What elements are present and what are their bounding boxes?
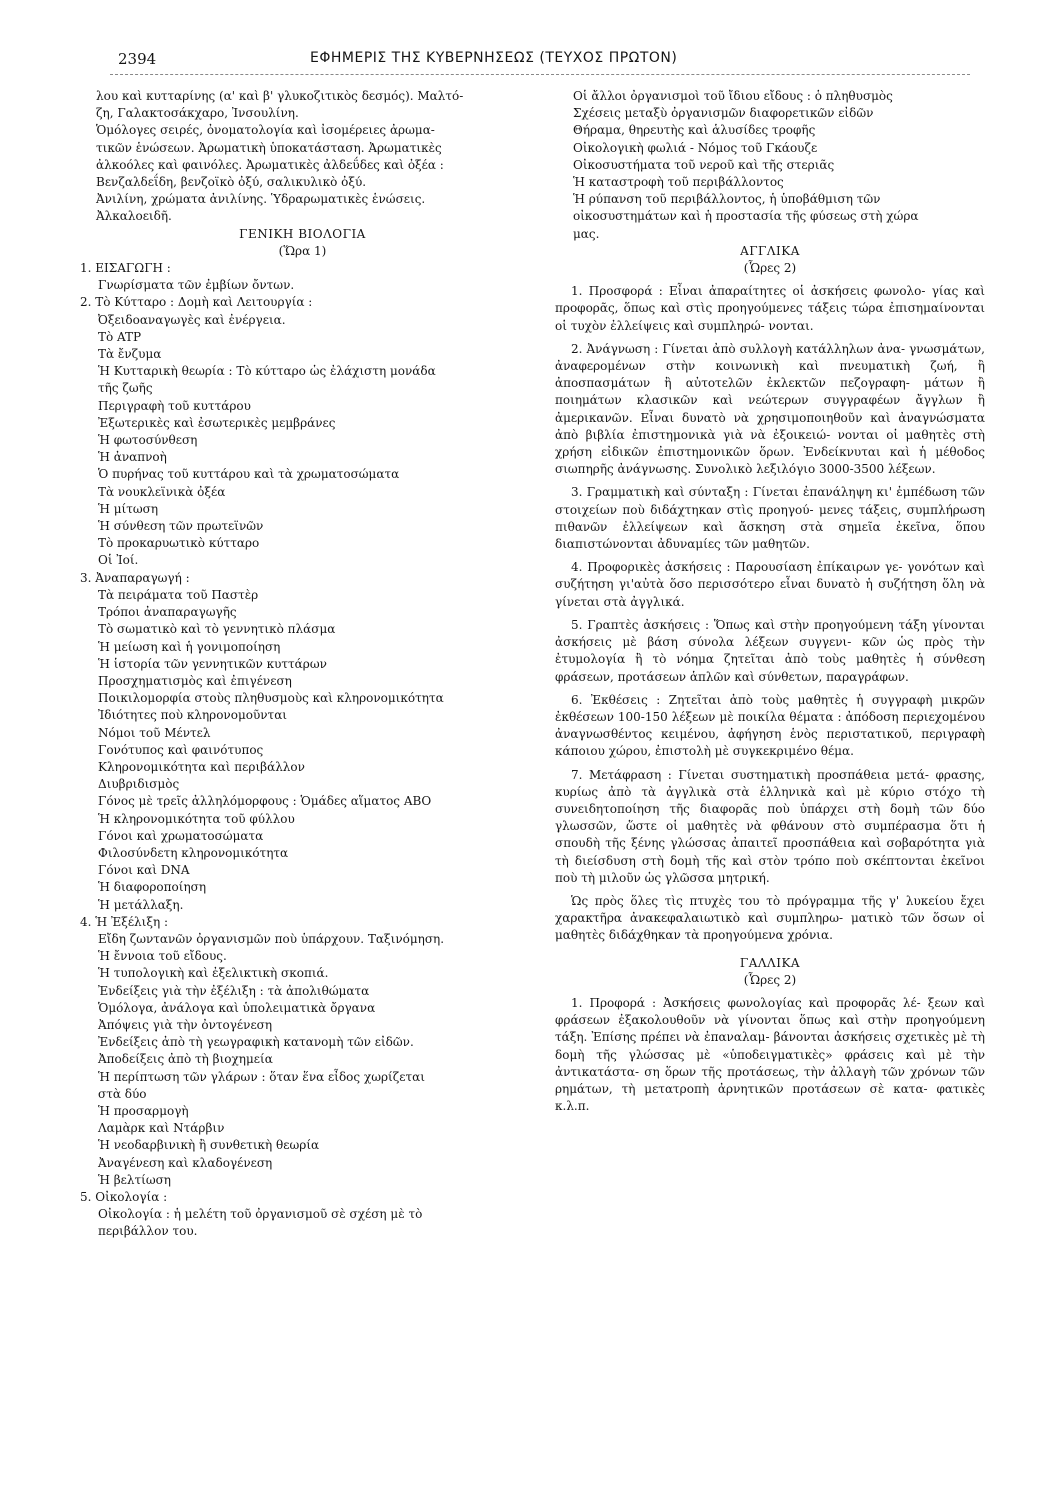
paragraph: 4. Προφορικὲς ἀσκήσεις : Παρουσίαση ἐπίκαιρων γε- γονότων καὶ συζήτηση γι'αὐτὰ ὅσο περισσότερο εἶναι δυνατὸ ἡ συζήτηση ὅλη νὰ γίνεται στὰ ἀγγλικά. [555, 560, 985, 609]
text-line: ζη, Γαλακτοσάκχαρο, Ἰνσουλίνη. [96, 106, 299, 121]
ecology-continued [555, 88, 985, 243]
list-item: Ἰδιότητες ποὺ κληρονομοῦνται [98, 708, 287, 723]
list-item: Ὀξειδοαναγωγὲς καὶ ἐνέργεια. [98, 312, 286, 327]
list-item: Οἰκολογία : ἡ μελέτη τοῦ ὀργανισμοῦ σὲ σχέση μὲ τὸ [98, 1207, 423, 1222]
text-line: Ἀλκαλοειδῆ. [96, 209, 172, 224]
chemistry-intro [80, 88, 525, 226]
paragraph: 5. Γραπτὲς ἀσκήσεις : Ὅπως καὶ στὴν προηγούμενη τάξη γίνονται ἀσκήσεις μὲ βάση σύνολα λέξεων συγγενι- κῶν ὡς πρὸς τὴν ἐτυμολογία ἢ τὸ νόημα ζητεῖται ἀπὸ τοὺς μαθητὲς ἡ σύνθεση φράσεων, προτάσεων ἁπλῶν καὶ σύνθετων, παραγράφων. [555, 617, 985, 684]
list-item: Γονότυπος καὶ φαινότυπος [98, 742, 264, 757]
list-item: Ἐνδείξεις γιὰ τὴν ἐξέλιξη : τὰ ἀπολιθώματα [98, 983, 370, 998]
list-item: Ἡ κληρονομικότητα τοῦ φύλλου [98, 811, 295, 826]
list-item: μας. [573, 226, 600, 241]
english-hours: (Ὧρες 2) [743, 261, 797, 276]
french-title: ΓΑΛΛΙΚΑ [739, 955, 801, 970]
list-item: Ἡ διαφοροποίηση [98, 880, 207, 895]
list-item: στὰ δύο [98, 1086, 147, 1101]
list-item: Τὰ πειράματα τοῦ Παστὲρ [98, 587, 259, 602]
list-item: Ἀποδείξεις ἀπὸ τὴ βιοχημεία [98, 1052, 273, 1067]
list-evolution [80, 931, 525, 1189]
list-item: Ἡ φωτοσύνθεση [98, 433, 198, 448]
list-item: Ἡ Κυτταρικὴ θεωρία : Τὸ κύτταρο ὡς ἐλάχιστη μονάδα [98, 364, 436, 379]
french-hours: (Ὧρες 2) [743, 972, 797, 987]
list-item: Ἐνδείξεις ἀπὸ τὴ γεωγραφικὴ κατανομὴ τῶν εἰδῶν. [98, 1035, 414, 1050]
list-item: Ὁμόλογα, ἀνάλογα καὶ ὑπολειματικὰ ὄργανα [98, 1000, 376, 1015]
text-line: ἀλκοόλες καὶ φαινόλες. Ἀρωματικὲς ἀλδεΰδες καὶ ὀξέα : [96, 157, 444, 172]
list-item: περιβάλλον του. [98, 1224, 198, 1239]
list-item: Οἱ ἄλλοι ὀργανισμοὶ τοῦ ἴδιου εἴδους : ὁ πληθυσμὸς [573, 89, 893, 103]
list-item: Ἀπόψεις γιὰ τὴν ὀντογένεση [98, 1017, 273, 1032]
list-item: Οἰκοσυστήματα τοῦ νεροῦ καὶ τῆς στεριᾶς [573, 157, 835, 172]
left-column [80, 88, 525, 1241]
list-item: Σχέσεις μεταξὺ ὀργανισμῶν διαφορετικῶν εἰδῶν [573, 106, 874, 121]
list-item: Περιγραφὴ τοῦ κυττάρου [98, 398, 251, 413]
gazette-title: ΕΦΗΜΕΡΙΣ ΤΗΣ ΚΥΒΕΡΝΗΣΕΩΣ (ΤΕΥΧΟΣ ΠΡΩΤΟΝ) [310, 50, 678, 66]
french-paragraphs [555, 995, 985, 1115]
biology-title: ΓΕΝΙΚΗ ΒΙΟΛΟΓΙΑ [239, 226, 366, 241]
english-paragraphs [555, 283, 985, 944]
list-item: Ποικιλομορφία στοὺς πληθυσμοὺς καὶ κληρονομικότητα [98, 691, 444, 706]
paragraph: 1. Προσφορά : Εἶναι ἀπαραίτητες οἱ ἀσκήσεις φωνολο- γίας καὶ προφορᾶς, ὅπως καὶ στὶς προηγούμενες τάξεις τώρα ἐπισημαίνονται οἱ τυχὸν ἐλλείψεις καὶ συμπληρώ- νονται. [555, 284, 985, 333]
list-item: Λαμὰρκ καὶ Ντάρβιν [98, 1121, 225, 1136]
list-item: Θήραμα, θηρευτὴς καὶ ἁλυσίδες τροφῆς [573, 123, 816, 138]
list-item: Τὸ ATP [98, 329, 142, 344]
paragraph: 6. Ἐκθέσεις : Ζητεῖται ἀπὸ τοὺς μαθητὲς ἡ συγγραφὴ μικρῶν ἐκθέσεων 100-150 λέξεων μὲ ποικίλα θέματα : ἀπόδοση περιεχομένου ἀναγνωσθέντος κειμένου, ἀφήγηση ἑνὸς περιστατικοῦ, περιγραφὴ κάποιου χώρου, ἐπιστολὴ μὲ συγκεκριμένο θέμα. [555, 692, 985, 759]
list-item: Διυβριδισμὸς [98, 777, 180, 792]
heading-cell: 2. Τὸ Κύτταρο : Δομὴ καὶ Λειτουργία : [80, 295, 313, 310]
list-item: Τὰ νουκλεϊνικὰ ὀξέα [98, 484, 226, 499]
list-item: Ἡ ρύπανση τοῦ περιβάλλοντος, ἡ ὑποβάθμιση τῶν [573, 192, 881, 207]
paragraph: 7. Μετάφραση : Γίνεται συστηματικὴ προσπάθεια μετά- φρασης, κυρίως ἀπὸ τὰ ἀγγλικὰ στὰ ἑλληνικὰ καὶ μὲ κύριο στόχο τὴ συνειδητοποίηση τῆς διαφορᾶς ποὺ ὑπάρχει στὴ δομὴ τῶν δύο γλωσσῶν, ὥστε οἱ μαθητὲς νὰ φθάνουν στὸ συμπέρασμα ὅτι ἡ σπουδὴ τῆς ξένης γλώσσας ἀπαιτεῖ προσπάθεια καὶ σοβαρότητα γιὰ τὴ διείσδυση στὴ δομὴ τῆς καὶ στὸν τρόπο ποὺ σκέπτονται ἐκεῖνοι ποὺ τὴ μιλοῦν ὡς γλῶσσα μητρική. [555, 767, 985, 885]
list-item: Γόνος μὲ τρεῖς ἀλληλόμορφους : Ὁμάδες αἵματος ΑΒΟ [98, 794, 432, 809]
page-number: 2394 [118, 50, 157, 68]
heading-evolution: 4. Ἡ Ἐξέλιξη : [80, 914, 169, 929]
list-introduction [80, 277, 525, 294]
list-item: Τὰ ἔνζυμα [98, 347, 162, 362]
list-item: Τὸ σωματικὸ καὶ τὸ γεννητικὸ πλάσμα [98, 622, 336, 637]
list-item: Ἡ ἔννοια τοῦ εἴδους. [98, 949, 227, 964]
list-item: Φιλοσύνδετη κληρονομικότητα [98, 845, 289, 860]
list-item: Ἡ ἀναπνοὴ [98, 450, 167, 465]
list-item: Προσχηματισμὸς καὶ ἐπιγένεση [98, 673, 292, 688]
text-line: τικῶν ἑνώσεων. Ἀρωματικὴ ὑποκατάσταση. Ἀρωματικὲς [96, 140, 442, 155]
english-title: ΑΓΓΛΙΚΑ [740, 243, 800, 258]
heading-introduction: 1. ΕΙΣΑΓΩΓΗ : [80, 261, 171, 276]
list-item: Ἡ τυπολογικὴ καὶ ἐξελικτικὴ σκοπιά. [98, 966, 329, 981]
paragraph: 1. Προφορά : Ἀσκήσεις φωνολογίας καὶ προφορᾶς λέ- ξεων καὶ φράσεων ἐξακολουθοῦν νὰ γίνονται ὅπως καὶ στὴν προηγούμενη τάξη. Ἐπίσης πρέπει νὰ ἐπαναλαμ- βάνονται ἀσκήσεις σχετικὲς μὲ τὴ δομὴ τῆς γλώσσας μὲ «ὑποδειγματικὲς» φράσεις καὶ μὲ τὴν ἀντικατάστα- ση ὅρων τῆς προτάσεως, τὴν ἀλλαγὴ τῶν χρόνων τῶν ρημάτων, τὴ μετατροπὴ ἀρνητικῶν προτάσεων σὲ κατα- φατικὲς κ.λ.π. [555, 995, 985, 1114]
list-item: Οἰκολογικὴ φωλιά - Νόμος τοῦ Γκάουζε [573, 140, 818, 155]
biology-hours: (Ὥρα 1) [278, 243, 327, 258]
list-item: οἰκοσυστημάτων καὶ ἡ προστασία τῆς φύσεως στὴ χώρα [573, 209, 919, 224]
list-item: Ἡ καταστροφὴ τοῦ περιβάλλοντος [573, 175, 784, 190]
list-item: Κληρονομικότητα καὶ περιβάλλον [98, 759, 305, 774]
heading-ecology: 5. Οἰκολογία : [80, 1190, 168, 1204]
list-item: Εἴδη ζωντανῶν ὀργανισμῶν ποὺ ὑπάρχουν. Ταξινόμηση. [98, 931, 445, 946]
text-line: Βενζαλδεΐδη, βενζοϊκὸ ὀξύ, σαλικυλικὸ ὀξύ. [96, 175, 367, 190]
list-ecology [80, 1206, 525, 1240]
list-item: Ἡ μετάλλαξη. [98, 897, 184, 912]
paragraph: 2. Ἀνάγνωση : Γίνεται ἀπὸ συλλογὴ κατάλληλων ἀνα- γνωσμάτων, ἀναφερομένων στὴν κοινωνικὴ καὶ πνευματικὴ ζωή, ἢ ἀποσπασμάτων ἢ αὐτοτελῶν ἐκλεκτῶν πεζογραφη- μάτων ἢ ποιημάτων κλασικῶν καὶ νεώτερων συγγραφέων ἄγγλων ἢ ἀμερικανῶν. Εἶναι δυνατὸ νὰ χρησιμοποιηθοῦν καὶ ἀναγνώσματα ἀπὸ βιβλία ἐπιστημονικὰ γιὰ νὰ ἐξοικειώ- νονται οἱ μαθητὲς στὴ χρήση εἰδικῶν ἐπιστημονικῶν ὅρων. Ἐνδείκνυται καὶ ἡ μέθοδος σιωπηρῆς ἀνάγνωσης. Συνολικὸ λεξιλόγιο 3000-3500 λέξεων. [555, 341, 985, 477]
right-column [555, 88, 985, 1115]
text-line: λου καὶ κυτταρίνης (α' καὶ β' γλυκοζιτικὸς δεσμός). Μαλτό- [96, 89, 464, 103]
list-item: Ἐξωτερικὲς καὶ ἐσωτερικὲς μεμβράνες [98, 415, 336, 430]
paragraph: 3. Γραμματικὴ καὶ σύνταξη : Γίνεται ἐπανάληψη κι' ἐμπέδωση τῶν στοιχείων ποὺ διδάχτηκαν στὶς προηγού- μενες τάξεις, συμπλήρωση πιθανῶν ἐλλείψεων καὶ ἄσκηση στὰ σημεῖα ἐκεῖνα, ὅπου διαπιστώνονται ἀδυναμίες τῶν μαθητῶν. [555, 485, 985, 552]
list-item: τῆς ζωῆς [98, 381, 153, 396]
list-item: Ἡ περίπτωση τῶν γλάρων : ὅταν ἕνα εἶδος χωρίζεται [98, 1069, 425, 1084]
list-reproduction [80, 587, 525, 914]
list-item: Τὸ προκαρυωτικὸ κύτταρο [98, 536, 260, 551]
text-line: Ὁμόλογες σειρές, ὀνοματολογία καὶ ἰσομέρειες ἀρωμα- [96, 123, 435, 138]
list-item: Γόνοι καὶ DNA [98, 863, 190, 878]
list-item: Ἡ μίτωση [98, 501, 159, 516]
list-item: Ἡ μείωση καὶ ἡ γονιμοποίηση [98, 639, 281, 654]
list-item: Ἀναγένεση καὶ κλαδογένεση [98, 1155, 273, 1170]
paragraph: Ὡς πρὸς ὅλες τὶς πτυχὲς του τὸ πρόγραμμα τῆς γ' λυκείου ἔχει χαρακτῆρα ἀνακεφαλαιωτικὸ καὶ συμπληρω- ματικὸ τῶν ὅσων οἱ μαθητὲς διδάχθηκαν τὰ προηγούμενα χρόνια. [555, 893, 985, 943]
list-item: Τρόποι ἀναπαραγωγῆς [98, 605, 237, 620]
list-item: Ἡ βελτίωση [98, 1172, 171, 1187]
list-item: Γόνοι καὶ χρωματοσώματα [98, 828, 264, 843]
list-item: Ἡ νεοδαρβινικὴ ἢ συνθετικὴ θεωρία [98, 1138, 320, 1153]
list-item: Ἡ ἱστορία τῶν γεννητικῶν κυττάρων [98, 656, 327, 671]
list-item: Οἱ Ἰοί. [98, 553, 139, 568]
list-item: Ἡ σύνθεση τῶν πρωτεϊνῶν [98, 519, 264, 534]
list-item: Νόμοι τοῦ Μέντελ [98, 725, 211, 740]
heading-reproduction: 3. Ἀναπαραγωγή : [80, 570, 190, 585]
list-item: Γνωρίσματα τῶν ἐμβίων ὄντων. [98, 278, 295, 293]
page-header [110, 48, 970, 75]
list-item: Ὁ πυρήνας τοῦ κυττάρου καὶ τὰ χρωματοσώματα [98, 467, 400, 482]
list-cell [80, 312, 525, 570]
text-line: Ἀνιλίνη, χρώματα ἀνιλίνης. Ὑδραρωματικὲς ἑνώσεις. [96, 192, 426, 207]
list-item: Ἡ προσαρμογὴ [98, 1103, 189, 1118]
